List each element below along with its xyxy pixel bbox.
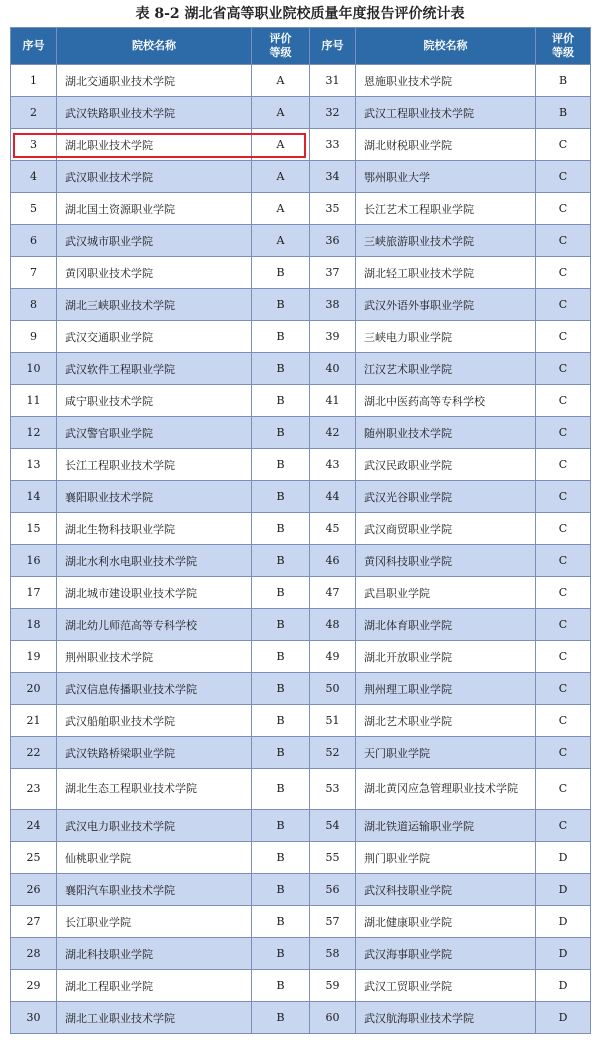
right-seq-cell: 45	[310, 513, 356, 545]
left-name-cell: 武汉交通职业学院	[57, 321, 252, 353]
left-grade-cell: A	[252, 225, 310, 257]
right-seq-cell: 46	[310, 545, 356, 577]
left-grade-cell: B	[252, 321, 310, 353]
right-grade-cell: C	[536, 161, 591, 193]
table-row	[11, 810, 591, 842]
table-row	[11, 1002, 591, 1034]
right-grade-cell: C	[536, 129, 591, 161]
header-name-left: 院校名称	[57, 28, 252, 65]
table-row	[11, 609, 591, 641]
table-row	[11, 842, 591, 874]
left-seq-cell: 24	[11, 810, 57, 842]
right-seq-cell: 60	[310, 1002, 356, 1034]
left-name-cell: 武汉铁路职业技术学院	[57, 97, 252, 129]
left-seq-cell: 25	[11, 842, 57, 874]
right-seq-cell: 42	[310, 417, 356, 449]
right-seq-cell: 36	[310, 225, 356, 257]
right-name-cell: 湖北财税职业学院	[356, 129, 536, 161]
right-name-cell: 湖北健康职业学院	[356, 906, 536, 938]
right-name-cell: 武汉商贸职业学院	[356, 513, 536, 545]
left-name-cell: 湖北幼儿师范高等专科学校	[57, 609, 252, 641]
right-name-cell: 江汉艺术职业学院	[356, 353, 536, 385]
table-row	[11, 417, 591, 449]
left-name-cell: 武汉信息传播职业技术学院	[57, 673, 252, 705]
left-name-cell: 湖北国土资源职业学院	[57, 193, 252, 225]
left-name-cell: 武汉软件工程职业学院	[57, 353, 252, 385]
left-name-cell: 湖北水利水电职业技术学院	[57, 545, 252, 577]
right-name-cell: 武汉工程职业技术学院	[356, 97, 536, 129]
right-grade-cell: D	[536, 970, 591, 1002]
left-grade-cell: B	[252, 673, 310, 705]
table-row	[11, 481, 591, 513]
left-seq-cell: 21	[11, 705, 57, 737]
table-title: 表 8-2 湖北省高等职业院校质量年度报告评价统计表	[135, 6, 465, 22]
right-grade-cell: C	[536, 481, 591, 513]
right-grade-cell: C	[536, 641, 591, 673]
right-name-cell: 湖北轻工职业技术学院	[356, 257, 536, 289]
left-name-cell: 长江工程职业技术学院	[57, 449, 252, 481]
right-grade-cell: C	[536, 193, 591, 225]
left-name-cell: 襄阳汽车职业技术学院	[57, 874, 252, 906]
left-name-cell: 湖北工业职业技术学院	[57, 1002, 252, 1034]
right-seq-cell: 52	[310, 737, 356, 769]
left-seq-cell: 29	[11, 970, 57, 1002]
right-seq-cell: 31	[310, 65, 356, 97]
right-seq-cell: 54	[310, 810, 356, 842]
left-name-cell: 武汉警官职业学院	[57, 417, 252, 449]
header-grade-line2: 等级	[552, 46, 574, 59]
left-name-cell: 武汉电力职业技术学院	[57, 810, 252, 842]
header-seq-right: 序号	[310, 28, 356, 65]
right-grade-cell: C	[536, 673, 591, 705]
left-name-cell: 黄冈职业技术学院	[57, 257, 252, 289]
table-row	[11, 193, 591, 225]
left-seq-cell: 17	[11, 577, 57, 609]
right-seq-cell: 33	[310, 129, 356, 161]
left-name-cell: 武汉职业技术学院	[57, 161, 252, 193]
table-row	[11, 289, 591, 321]
right-name-cell: 湖北铁道运输职业学院	[356, 810, 536, 842]
left-seq-cell: 26	[11, 874, 57, 906]
right-grade-cell: C	[536, 257, 591, 289]
table-row	[11, 385, 591, 417]
left-grade-cell: B	[252, 481, 310, 513]
left-grade-cell: B	[252, 1002, 310, 1034]
left-name-cell: 荆州职业技术学院	[57, 641, 252, 673]
left-grade-cell: B	[252, 810, 310, 842]
table-row	[11, 545, 591, 577]
right-grade-cell: D	[536, 874, 591, 906]
right-name-cell: 三峡旅游职业技术学院	[356, 225, 536, 257]
header-seq-left: 序号	[11, 28, 57, 65]
left-name-cell: 长江职业学院	[57, 906, 252, 938]
right-grade-cell: D	[536, 938, 591, 970]
right-grade-cell: C	[536, 577, 591, 609]
right-grade-cell: C	[536, 609, 591, 641]
right-seq-cell: 49	[310, 641, 356, 673]
left-grade-cell: B	[252, 842, 310, 874]
right-name-cell: 湖北体育职业学院	[356, 609, 536, 641]
left-seq-cell: 22	[11, 737, 57, 769]
left-grade-cell: B	[252, 705, 310, 737]
table-row	[11, 970, 591, 1002]
left-seq-cell: 3	[11, 129, 57, 161]
left-grade-cell: B	[252, 545, 310, 577]
right-name-cell: 随州职业技术学院	[356, 417, 536, 449]
left-grade-cell: B	[252, 874, 310, 906]
left-name-cell: 武汉铁路桥梁职业学院	[57, 737, 252, 769]
right-seq-cell: 44	[310, 481, 356, 513]
left-name-cell: 湖北工程职业学院	[57, 970, 252, 1002]
table-row	[11, 225, 591, 257]
left-seq-cell: 5	[11, 193, 57, 225]
table-row	[11, 769, 591, 810]
table-row	[11, 65, 591, 97]
table-row	[11, 577, 591, 609]
left-grade-cell: B	[252, 609, 310, 641]
right-seq-cell: 38	[310, 289, 356, 321]
left-seq-cell: 18	[11, 609, 57, 641]
right-grade-cell: C	[536, 225, 591, 257]
left-seq-cell: 4	[11, 161, 57, 193]
right-seq-cell: 40	[310, 353, 356, 385]
left-name-cell: 湖北生物科技职业学院	[57, 513, 252, 545]
right-seq-cell: 47	[310, 577, 356, 609]
table-row	[11, 321, 591, 353]
right-name-cell: 黄冈科技职业学院	[356, 545, 536, 577]
right-name-cell: 武汉航海职业技术学院	[356, 1002, 536, 1034]
left-seq-cell: 6	[11, 225, 57, 257]
left-grade-cell: B	[252, 385, 310, 417]
table-row	[11, 938, 591, 970]
right-name-cell: 武汉外语外事职业学院	[356, 289, 536, 321]
table-row	[11, 129, 591, 161]
right-seq-cell: 37	[310, 257, 356, 289]
evaluation-table	[10, 27, 591, 1034]
left-seq-cell: 19	[11, 641, 57, 673]
header-grade-left	[252, 28, 310, 65]
right-grade-cell: B	[536, 97, 591, 129]
left-seq-cell: 20	[11, 673, 57, 705]
right-name-cell: 武汉民政职业学院	[356, 449, 536, 481]
right-seq-cell: 56	[310, 874, 356, 906]
left-seq-cell: 1	[11, 65, 57, 97]
left-seq-cell: 11	[11, 385, 57, 417]
right-grade-cell: C	[536, 449, 591, 481]
right-name-cell: 荆州理工职业学院	[356, 673, 536, 705]
right-grade-cell: C	[536, 353, 591, 385]
left-seq-cell: 9	[11, 321, 57, 353]
right-name-cell: 荆门职业学院	[356, 842, 536, 874]
right-grade-cell: C	[536, 385, 591, 417]
right-seq-cell: 50	[310, 673, 356, 705]
left-grade-cell: B	[252, 513, 310, 545]
left-grade-cell: B	[252, 906, 310, 938]
left-seq-cell: 8	[11, 289, 57, 321]
right-name-cell: 武汉科技职业学院	[356, 874, 536, 906]
right-name-cell: 武汉海事职业学院	[356, 938, 536, 970]
right-seq-cell: 51	[310, 705, 356, 737]
right-name-cell: 三峡电力职业学院	[356, 321, 536, 353]
header-name-right: 院校名称	[356, 28, 536, 65]
left-seq-cell: 23	[11, 769, 57, 810]
right-name-cell: 武昌职业学院	[356, 577, 536, 609]
right-grade-cell: D	[536, 906, 591, 938]
right-grade-cell: C	[536, 769, 591, 810]
left-grade-cell: B	[252, 641, 310, 673]
left-grade-cell: A	[252, 97, 310, 129]
right-seq-cell: 43	[310, 449, 356, 481]
table-row	[11, 97, 591, 129]
right-name-cell: 恩施职业技术学院	[356, 65, 536, 97]
left-grade-cell: B	[252, 737, 310, 769]
table-row	[11, 257, 591, 289]
right-seq-cell: 59	[310, 970, 356, 1002]
right-seq-cell: 35	[310, 193, 356, 225]
left-name-cell: 仙桃职业学院	[57, 842, 252, 874]
left-seq-cell: 30	[11, 1002, 57, 1034]
left-name-cell: 湖北三峡职业技术学院	[57, 289, 252, 321]
left-name-cell: 湖北城市建设职业技术学院	[57, 577, 252, 609]
table-row	[11, 705, 591, 737]
right-grade-cell: C	[536, 545, 591, 577]
left-grade-cell: A	[252, 65, 310, 97]
left-seq-cell: 12	[11, 417, 57, 449]
header-row	[11, 28, 591, 65]
left-seq-cell: 2	[11, 97, 57, 129]
left-seq-cell: 28	[11, 938, 57, 970]
right-grade-cell: C	[536, 417, 591, 449]
table-body	[11, 65, 591, 1034]
left-name-cell: 武汉船舶职业技术学院	[57, 705, 252, 737]
right-grade-cell: C	[536, 737, 591, 769]
left-name-cell: 襄阳职业技术学院	[57, 481, 252, 513]
right-name-cell: 湖北开放职业学院	[356, 641, 536, 673]
right-name-cell: 湖北艺术职业学院	[356, 705, 536, 737]
right-grade-cell: B	[536, 65, 591, 97]
right-name-cell: 长江艺术工程职业学院	[356, 193, 536, 225]
left-name-cell: 咸宁职业技术学院	[57, 385, 252, 417]
right-seq-cell: 48	[310, 609, 356, 641]
right-seq-cell: 39	[310, 321, 356, 353]
left-grade-cell: A	[252, 161, 310, 193]
left-grade-cell: B	[252, 353, 310, 385]
left-seq-cell: 27	[11, 906, 57, 938]
right-grade-cell: C	[536, 513, 591, 545]
right-seq-cell: 58	[310, 938, 356, 970]
right-seq-cell: 34	[310, 161, 356, 193]
header-grade-line1: 评价	[269, 32, 292, 45]
left-grade-cell: B	[252, 417, 310, 449]
right-grade-cell: C	[536, 705, 591, 737]
left-grade-cell: B	[252, 449, 310, 481]
left-grade-cell: B	[252, 577, 310, 609]
right-name-cell: 湖北中医药高等专科学校	[356, 385, 536, 417]
right-name-cell: 武汉工贸职业学院	[356, 970, 536, 1002]
right-grade-cell: C	[536, 289, 591, 321]
right-name-cell: 湖北黄冈应急管理职业技术学院	[356, 769, 536, 810]
right-name-cell: 鄂州职业大学	[356, 161, 536, 193]
left-grade-cell: B	[252, 257, 310, 289]
left-seq-cell: 15	[11, 513, 57, 545]
right-seq-cell: 57	[310, 906, 356, 938]
table-row	[11, 449, 591, 481]
left-seq-cell: 13	[11, 449, 57, 481]
left-grade-cell: B	[252, 970, 310, 1002]
table-row	[11, 874, 591, 906]
table-row	[11, 641, 591, 673]
right-seq-cell: 32	[310, 97, 356, 129]
right-name-cell: 天门职业学院	[356, 737, 536, 769]
left-grade-cell: B	[252, 769, 310, 810]
left-name-cell: 湖北职业技术学院	[57, 129, 252, 161]
header-grade-line2: 等级	[269, 46, 292, 59]
right-seq-cell: 55	[310, 842, 356, 874]
left-grade-cell: A	[252, 193, 310, 225]
table-row	[11, 161, 591, 193]
left-name-cell: 湖北生态工程职业技术学院	[57, 769, 252, 810]
right-seq-cell: 53	[310, 769, 356, 810]
left-name-cell: 湖北科技职业学院	[57, 938, 252, 970]
left-grade-cell: B	[252, 938, 310, 970]
table-row	[11, 906, 591, 938]
right-grade-cell: C	[536, 810, 591, 842]
right-grade-cell: D	[536, 842, 591, 874]
left-seq-cell: 14	[11, 481, 57, 513]
left-grade-cell: B	[252, 289, 310, 321]
left-seq-cell: 10	[11, 353, 57, 385]
table-row	[11, 737, 591, 769]
right-name-cell: 武汉光谷职业学院	[356, 481, 536, 513]
right-grade-cell: C	[536, 321, 591, 353]
left-name-cell: 湖北交通职业技术学院	[57, 65, 252, 97]
right-seq-cell: 41	[310, 385, 356, 417]
table-row	[11, 353, 591, 385]
right-grade-cell: D	[536, 1002, 591, 1034]
header-grade-right	[536, 28, 591, 65]
left-name-cell: 武汉城市职业学院	[57, 225, 252, 257]
table-row	[11, 673, 591, 705]
table-row	[11, 513, 591, 545]
header-grade-line1: 评价	[552, 32, 574, 45]
left-seq-cell: 16	[11, 545, 57, 577]
left-grade-cell: A	[252, 129, 310, 161]
left-seq-cell: 7	[11, 257, 57, 289]
